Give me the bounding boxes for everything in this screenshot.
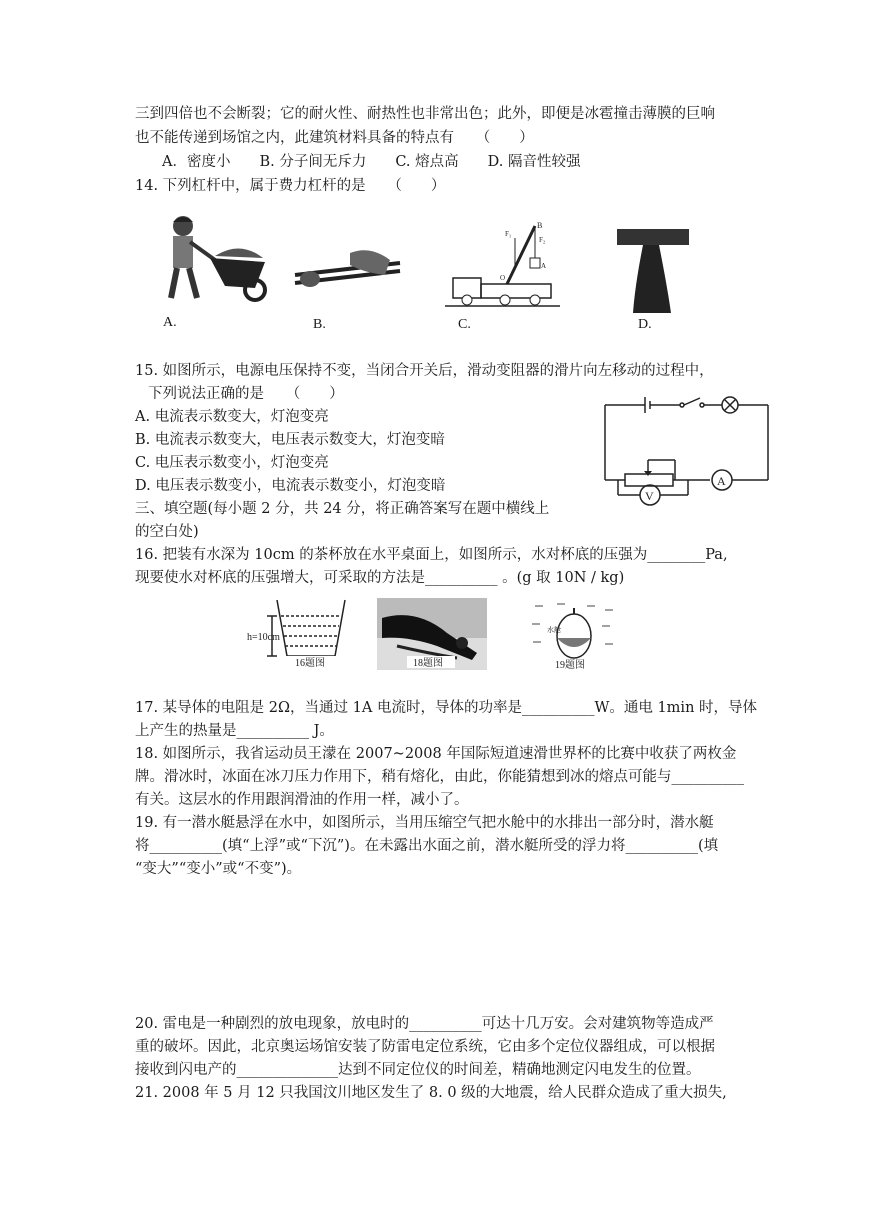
text-line: 也不能传递到场馆之内，此建筑材料具备的特点有 （ ） — [135, 130, 534, 146]
crane-figure — [445, 218, 560, 313]
crane-label-a: A — [541, 262, 547, 270]
question-18-cont2: 有关。这层水的作用跟润滑油的作用一样，减小了。 — [135, 792, 469, 808]
question-14: 14. 下列杠杆中，属于费力杠杆的是 （ ） — [135, 178, 446, 194]
option-b-label: B. — [313, 317, 326, 332]
question-19: 19. 有一潜水艇悬浮在水中，如图所示，当用压缩空气把水舱中的水排出一部分时，潜水艇 — [135, 815, 714, 831]
chopsticks-figure — [290, 235, 405, 295]
option-b: B. 电流表示数变大，电压表示数变大，灯泡变暗 — [135, 432, 445, 448]
submarine-figure — [527, 598, 622, 670]
wheelbarrow-figure — [155, 210, 275, 310]
caption-19: 19题图 — [555, 660, 585, 670]
question-17-cont: 上产生的热量是__________ J。 — [135, 723, 334, 739]
crane-label-f2: F₂ — [539, 236, 546, 244]
question-18: 18. 如图所示，我省运动员王濛在 2007~2008 年国际短道速滑世界杯的比赛中收获了两枚金 — [135, 746, 737, 762]
crane-label-f1: F₁ — [505, 230, 512, 238]
circuit-diagram — [600, 395, 775, 510]
question-21: 21. 2008 年 5 月 12 只我国汶川地区发生了 8. 0 级的大地震，给人民群众造成了重大损失, — [135, 1085, 727, 1101]
question-20-cont2: 接收到闪电产的______________达到不同定位仪的时间差，精确地测定闪电发生的位置。 — [135, 1062, 701, 1078]
question-20-cont: 重的破坏。因此，北京奥运场馆安装了防雷电定位系统，它由多个定位仪器组成，可以根据 — [135, 1039, 715, 1055]
voltmeter-label: V — [645, 489, 654, 503]
speed-skater-figure — [377, 598, 487, 670]
option-a: A. 电流表示数变大，灯泡变亮 — [135, 409, 329, 425]
question-16-cont: 现要使水对杯底的压强增大，可采取的方法是__________ 。(g 取 10N / kg) — [135, 570, 625, 586]
question-16: 16. 把装有水深为 10cm 的茶杯放在水平桌面上，如图所示，水对杯底的压强为________Pa, — [135, 547, 728, 563]
caption-16: 16题图 — [295, 658, 325, 668]
crane-label-b: B — [537, 221, 543, 230]
cup-figure — [247, 598, 352, 668]
option-d-label: D. — [638, 317, 652, 332]
section-3-heading: 三、填空题(每小题 2 分，共 24 分，将正确答案写在题中横线上 — [135, 501, 550, 517]
question-18-cont: 牌。滑冰时，冰面在冰刀压力作用下，稍有熔化，由此，你能猜想到冰的熔点可能与__________ — [135, 769, 744, 785]
caption-18: 18题图 — [413, 658, 443, 669]
option-d: D. 电压表示数变小，电流表示数变小，灯泡变暗 — [135, 478, 446, 494]
bottle-opener-figure — [615, 225, 695, 315]
options-line: A．密度小 B. 分子间无斥力 C. 熔点高 D. 隔音性较强 — [162, 154, 581, 170]
question-19-cont: 将__________(填“上浮”或“下沉”)。在未露出水面之前，潜水艇所受的浮力将__________(填 — [135, 838, 719, 854]
option-c: C. 电压表示数变小，灯泡变亮 — [135, 455, 329, 471]
crane-label-o: O — [500, 274, 506, 282]
ballast-tank-label: 水舱 — [547, 626, 561, 634]
question-19-cont2: “变大”“变小”或“不变”)。 — [135, 861, 302, 877]
option-c-label: C. — [458, 317, 471, 332]
ammeter-label: A — [717, 474, 726, 488]
question-15: 15. 如图所示，电源电压保持不变，当闭合开关后，滑动变阻器的滑片向左移动的过程中， — [135, 363, 714, 379]
question-20: 20. 雷电是一种剧烈的放电现象，放电时的__________可达十几万安。会对建筑物等造成严 — [135, 1016, 714, 1032]
question-17: 17. 某导体的电阻是 2Ω，当通过 1A 电流时，导体的功率是__________W。通电 1min 时，导体 — [135, 700, 758, 716]
question-15-cont: 下列说法正确的是 （ ） — [148, 386, 344, 402]
section-3-heading-cont: 的空白处) — [135, 524, 199, 540]
option-a-label: A. — [163, 315, 177, 330]
cup-height-label: h=10cm — [247, 632, 280, 643]
text-line: 三到四倍也不会断裂；它的耐火性、耐热性也非常出色；此外，即便是冰雹撞击薄膜的巨响 — [135, 106, 715, 122]
